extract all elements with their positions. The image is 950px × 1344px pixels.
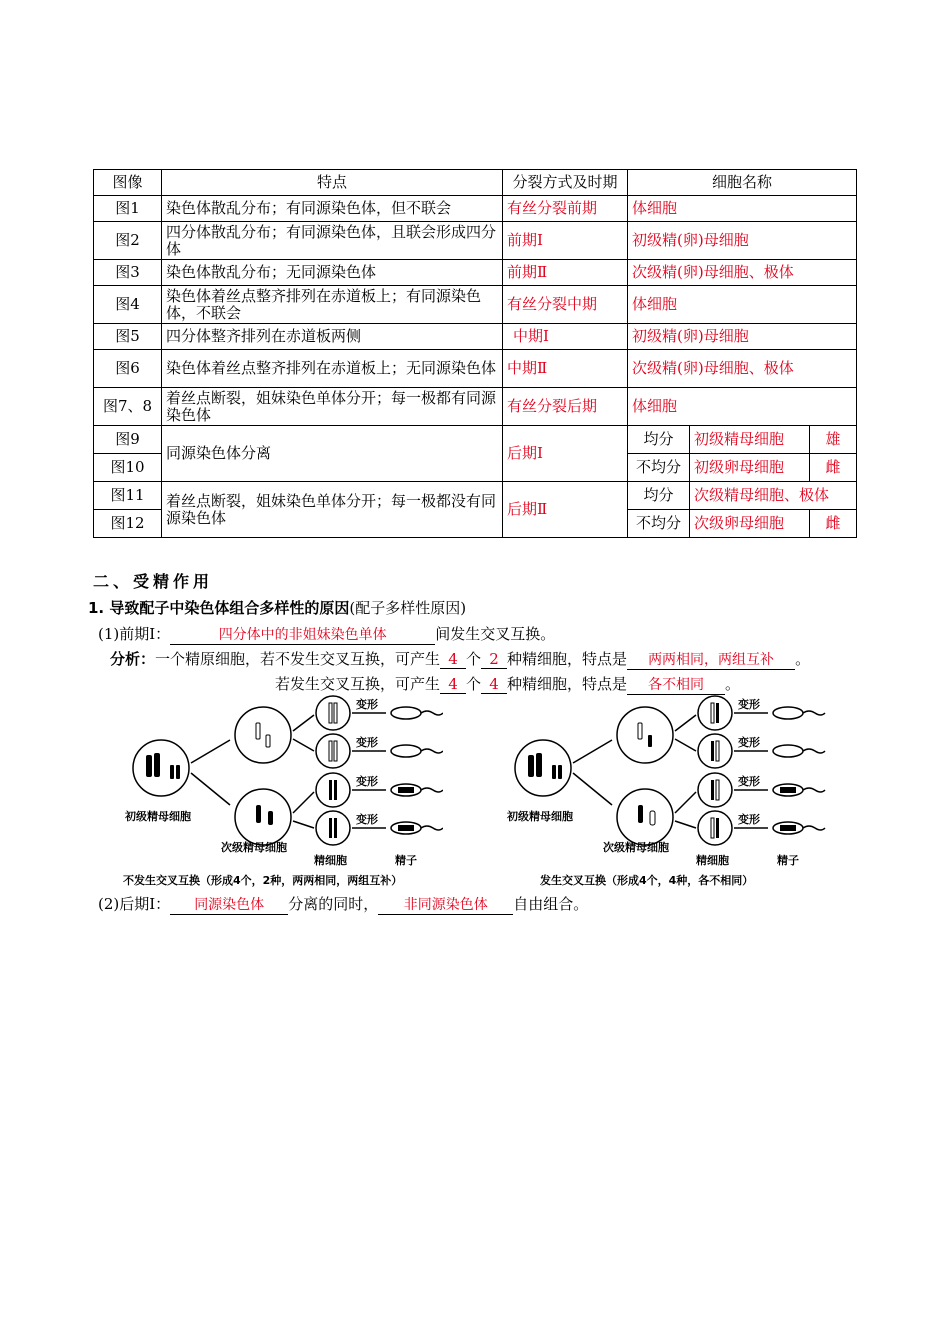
division-type: 不均分	[628, 454, 690, 482]
analysis-text: 个	[466, 650, 482, 668]
answer-blank: 同源染色体	[170, 894, 288, 915]
table-row	[94, 426, 857, 454]
row-cell: 体细胞	[628, 286, 857, 324]
header-image: 图像	[94, 170, 162, 196]
sex-label: 雌	[810, 510, 857, 538]
meiosis-diagram-crossover	[500, 695, 830, 890]
secondary-cell-label: 次级精母细胞	[221, 841, 287, 854]
row-cell: 初级精(卵)母细胞	[628, 222, 857, 260]
row-cell: 初级精(卵)母细胞	[628, 324, 857, 350]
row-phase: 有丝分裂中期	[503, 286, 628, 324]
sex-label: 雄	[810, 426, 857, 454]
subheading-tail: (配子多样性原因)	[349, 599, 467, 617]
table-row	[94, 350, 857, 388]
row-feature: 染色体着丝点整齐排列在赤道板上；无同源染色体	[162, 350, 503, 388]
sperm-label: 精子	[777, 854, 799, 867]
row-image: 图10	[94, 454, 162, 482]
transform-label: 变形	[738, 736, 760, 749]
answer-blank: 非同源染色体	[378, 894, 513, 915]
transform-label: 变形	[356, 813, 378, 826]
row-feature: 染色体着丝点整齐排列在赤道板上；有同源染色体，不联会	[162, 286, 503, 324]
row-image: 图5	[94, 324, 162, 350]
analysis-text: 种精细胞，特点是	[507, 650, 628, 668]
item1-suffix: 间发生交叉互换。	[435, 625, 556, 643]
answer-blank: 4	[481, 675, 507, 694]
division-type: 均分	[628, 426, 690, 454]
sub-cell-name: 初级卵母细胞	[690, 454, 810, 482]
row-cell: 体细胞	[628, 388, 857, 426]
answer-blank: 2	[481, 650, 507, 669]
row-feature: 染色体散乱分布；有同源染色体，但不联会	[162, 196, 503, 222]
transform-label: 变形	[356, 736, 378, 749]
analysis-text: 。	[795, 650, 811, 668]
table-row	[94, 286, 857, 324]
transform-label: 变形	[738, 698, 760, 711]
transform-label: 变形	[738, 813, 760, 826]
item1-prefix: (1)前期Ⅰ：	[98, 625, 171, 643]
transform-label: 变形	[738, 775, 760, 788]
row-feature: 着丝点断裂，姐妹染色单体分开；每一极都没有同源染色体	[162, 482, 503, 538]
row-phase: 有丝分裂前期	[503, 196, 628, 222]
row-feature: 同源染色体分离	[162, 426, 503, 482]
primary-cell-label: 初级精母细胞	[125, 810, 191, 823]
row-image: 图9	[94, 426, 162, 454]
analysis-text: 一个精原细胞，若不发生交叉互换，可产生	[155, 650, 441, 668]
spermatid-label: 精细胞	[314, 854, 347, 867]
answer-blank: 两两相同，两组互补	[627, 649, 795, 670]
item1-line	[98, 623, 555, 645]
row-image: 图11	[94, 482, 162, 510]
row-cell: 次级精(卵)母细胞、极体	[628, 350, 857, 388]
analysis-line-1	[110, 648, 810, 670]
sex-label: 雌	[810, 454, 857, 482]
answer-blank: 各不相同	[627, 674, 725, 695]
sub-cell-name: 次级精母细胞、极体	[690, 482, 857, 510]
analysis-text: 。	[725, 675, 741, 693]
transform-label: 变形	[356, 775, 378, 788]
spermatid-label: 精细胞	[696, 854, 729, 867]
row-image: 图4	[94, 286, 162, 324]
table-row	[94, 260, 857, 286]
header-cell: 细胞名称	[628, 170, 857, 196]
row-feature: 四分体散乱分布；有同源染色体，且联会形成四分体	[162, 222, 503, 260]
sub-cell-name: 初级精母细胞	[690, 426, 810, 454]
answer-blank: 4	[440, 650, 466, 669]
item2-prefix: (2)后期Ⅰ：	[98, 895, 171, 913]
row-feature: 染色体散乱分布；无同源染色体	[162, 260, 503, 286]
row-phase: 中期Ⅱ	[503, 350, 628, 388]
row-image: 图1	[94, 196, 162, 222]
table-row	[94, 222, 857, 260]
header-feature: 特点	[162, 170, 503, 196]
row-phase: 前期Ⅰ	[503, 222, 628, 260]
row-image: 图12	[94, 510, 162, 538]
row-image: 图3	[94, 260, 162, 286]
division-type: 均分	[628, 482, 690, 510]
row-phase: 中期Ⅰ	[503, 324, 628, 350]
table-row	[94, 388, 857, 426]
analysis-line-2	[275, 673, 740, 695]
item2-line	[98, 893, 588, 915]
table-row	[94, 324, 857, 350]
row-cell: 体细胞	[628, 196, 857, 222]
row-feature: 四分体整齐排列在赤道板两侧	[162, 324, 503, 350]
row-phase: 后期Ⅱ	[503, 482, 628, 538]
meiosis-diagram-no-crossover	[118, 695, 443, 890]
diagram-caption: 不发生交叉互换（形成4个，2种，两两相同，两组互补）	[123, 874, 403, 887]
sperm-label: 精子	[395, 854, 417, 867]
meiosis-table	[93, 169, 857, 538]
row-cell: 次级精(卵)母细胞、极体	[628, 260, 857, 286]
secondary-cell-label: 次级精母细胞	[603, 841, 669, 854]
item2-mid: 分离的同时，	[288, 895, 379, 913]
analysis-label: 分析：	[110, 650, 156, 668]
analysis-text: 个	[466, 675, 482, 693]
table-row	[94, 482, 857, 510]
row-phase: 前期Ⅱ	[503, 260, 628, 286]
sub-cell-name: 次级卵母细胞	[690, 510, 810, 538]
diagram-caption: 发生交叉互换（形成4个，4种，各不相同）	[540, 874, 754, 887]
row-feature: 着丝点断裂，姐妹染色单体分开；每一极都有同源染色体	[162, 388, 503, 426]
analysis-text: 种精细胞，特点是	[507, 675, 628, 693]
section-title: 二、受精作用	[93, 572, 214, 591]
analysis-text: 若发生交叉互换，可产生	[275, 675, 441, 693]
subheading	[88, 597, 466, 618]
primary-cell-label: 初级精母细胞	[507, 810, 573, 823]
row-image: 图7、8	[94, 388, 162, 426]
item2-suffix: 自由组合。	[513, 895, 589, 913]
answer-blank: 4	[440, 675, 466, 694]
table-row	[94, 196, 857, 222]
header-phase: 分裂方式及时期	[503, 170, 628, 196]
row-phase: 有丝分裂后期	[503, 388, 628, 426]
row-phase: 后期Ⅰ	[503, 426, 628, 482]
table-header-row	[94, 170, 857, 196]
row-image: 图6	[94, 350, 162, 388]
division-type: 不均分	[628, 510, 690, 538]
row-image: 图2	[94, 222, 162, 260]
answer-blank: 四分体中的非姐妹染色单体	[170, 624, 435, 645]
transform-label: 变形	[356, 698, 378, 711]
subheading-bold: 1. 导致配子中染色体组合多样性的原因	[88, 599, 350, 617]
